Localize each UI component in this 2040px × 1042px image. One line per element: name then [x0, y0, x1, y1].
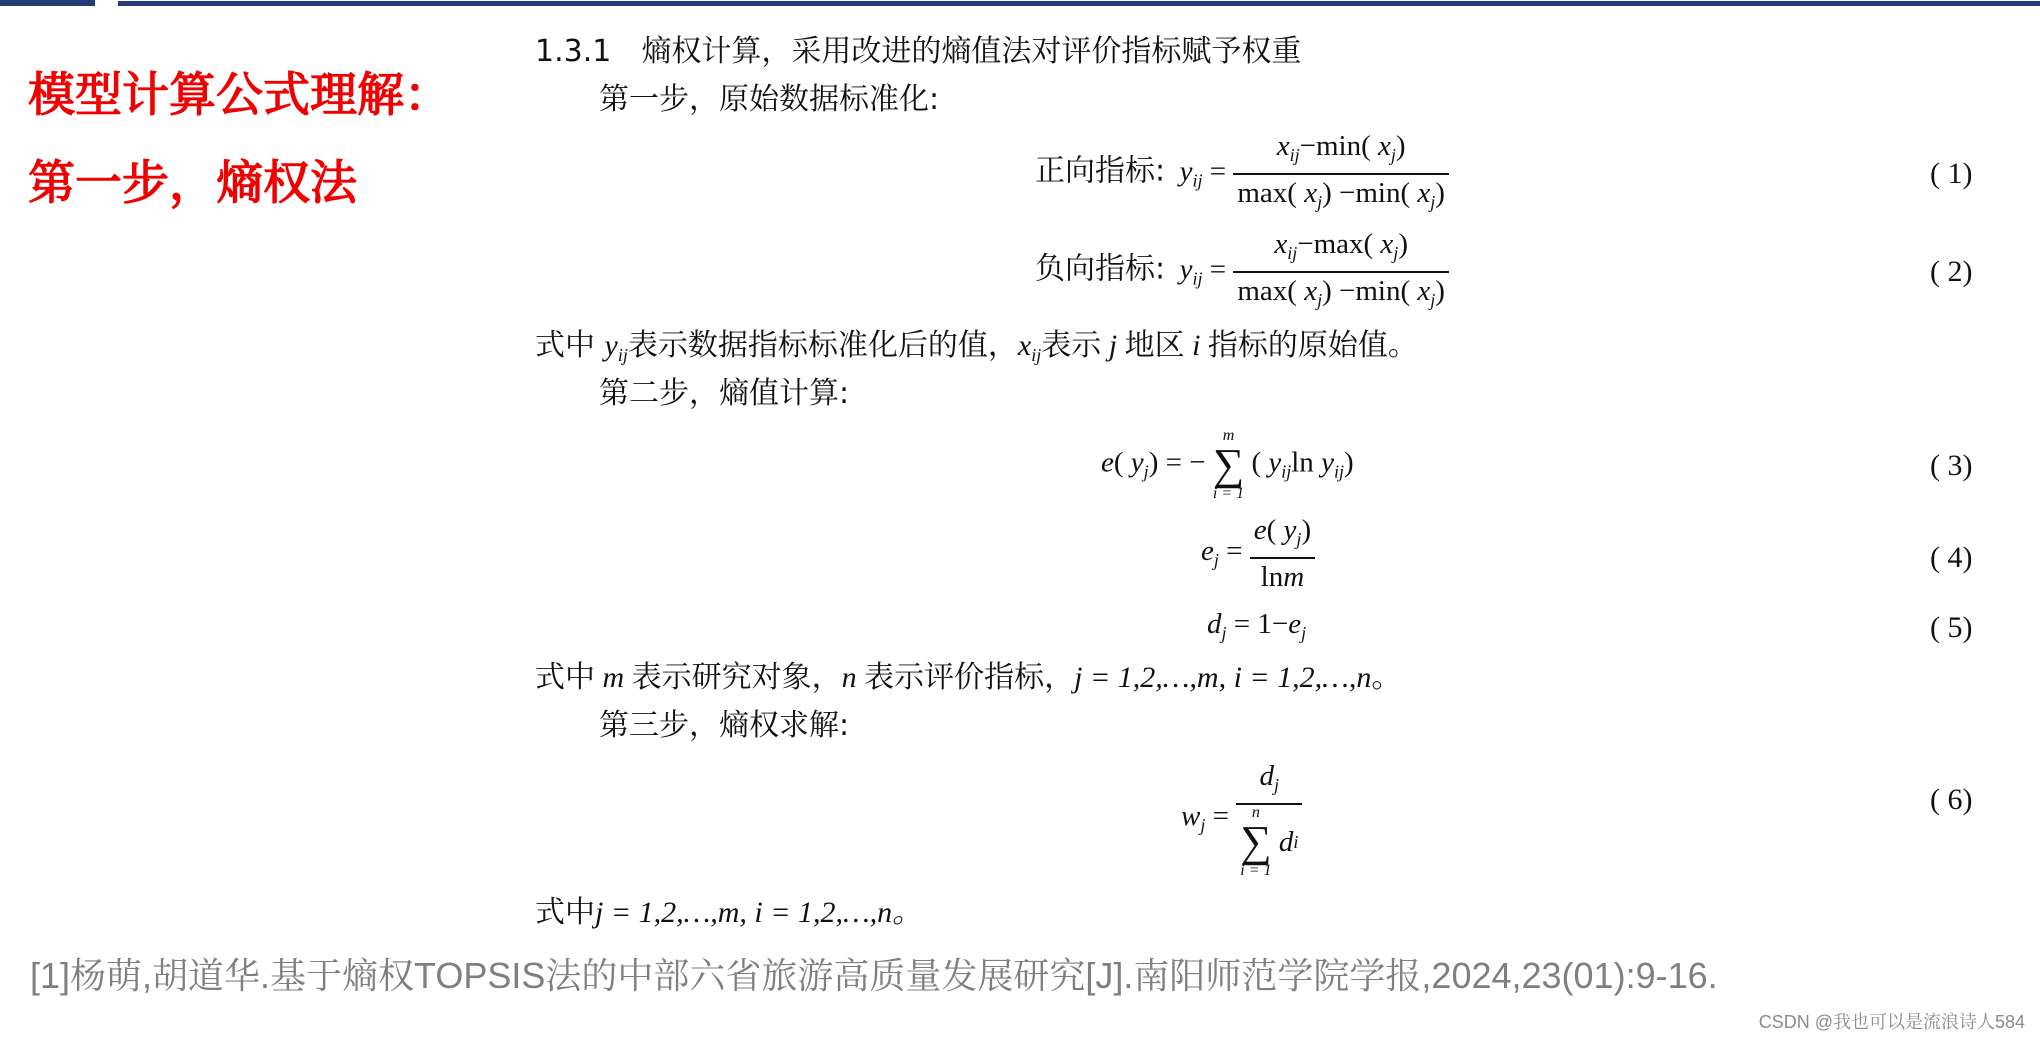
equation-6: $w_j$ = $d_j$ n ∑ i = 1 d i [1181, 758, 1302, 879]
eq-number-6: ( 6) [1930, 783, 1973, 816]
top-bar-left-block [0, 0, 95, 6]
paper-excerpt [535, 0, 2005, 930]
eq1-label: 正向指标: [1035, 153, 1166, 189]
reference-citation: [1]杨萌,胡道华.基于熵权TOPSIS法的中部六省旅游高质量发展研究[J].南阳师范学院学报,2024,23(01):9-16. [30, 955, 1718, 996]
equation-5: $d_j = 1-e_j$ [1207, 608, 1307, 643]
slide-heading [28, 52, 451, 228]
eq-number-5: ( 5) [1930, 611, 1973, 644]
step-3-title: 第三步，熵权求解: [599, 708, 850, 743]
equation-4: $e_j$ = $\frac{e( y_j)}{\ln m}$ [1201, 512, 1315, 595]
eq-number-3: ( 3) [1930, 449, 1973, 482]
equation-3: e( $y_j$) = − m ∑ i = 1 ( $y_{ij}\ln$ $y_{ij}$) [1101, 427, 1354, 502]
explanation-2: 式中 m 表示研究对象，n 表示评价指标，j = 1,2,…,m, i = 1,2,…,n。 [535, 660, 1402, 695]
step-1-title: 第一步，原始数据标准化: [599, 82, 940, 117]
explanation-1: 式中 $y_{ij}$表示数据指标标准化后的值，$x_{ij}$表示 j 地区 i 指标的原始值。 [535, 328, 1418, 365]
heading-line-2: 第一步，熵权法 [28, 156, 357, 211]
eq-number-4: ( 4) [1930, 541, 1973, 574]
eq-number-2: ( 2) [1930, 255, 1973, 288]
csdn-watermark: CSDN @我也可以是流浪诗人584 [1758, 1012, 2025, 1032]
explanation-3: 式中j = 1,2,…,m, i = 1,2,…,n。 [535, 895, 923, 930]
eq-number-1: ( 1) [1930, 157, 1973, 190]
step-2-title: 第二步，熵值计算: [599, 376, 850, 411]
equation-1: 正向指标: $y_{ij}$ = $\frac{x_{ij}-\min( x_j)}{\max( x_j) -\min( x_j)}$ [1035, 128, 1449, 220]
heading-line-1: 模型计算公式理解： [28, 68, 451, 123]
section-heading: 1.3.1 熵权计算，采用改进的熵值法对评价指标赋予权重 [535, 34, 1302, 69]
equation-2: 负向指标: $y_{ij}$ = $\frac{x_{ij}-\max( x_j)}{\max( x_j) -\min( x_j)}$ [1035, 226, 1449, 318]
eq2-label: 负向指标: [1035, 251, 1166, 287]
